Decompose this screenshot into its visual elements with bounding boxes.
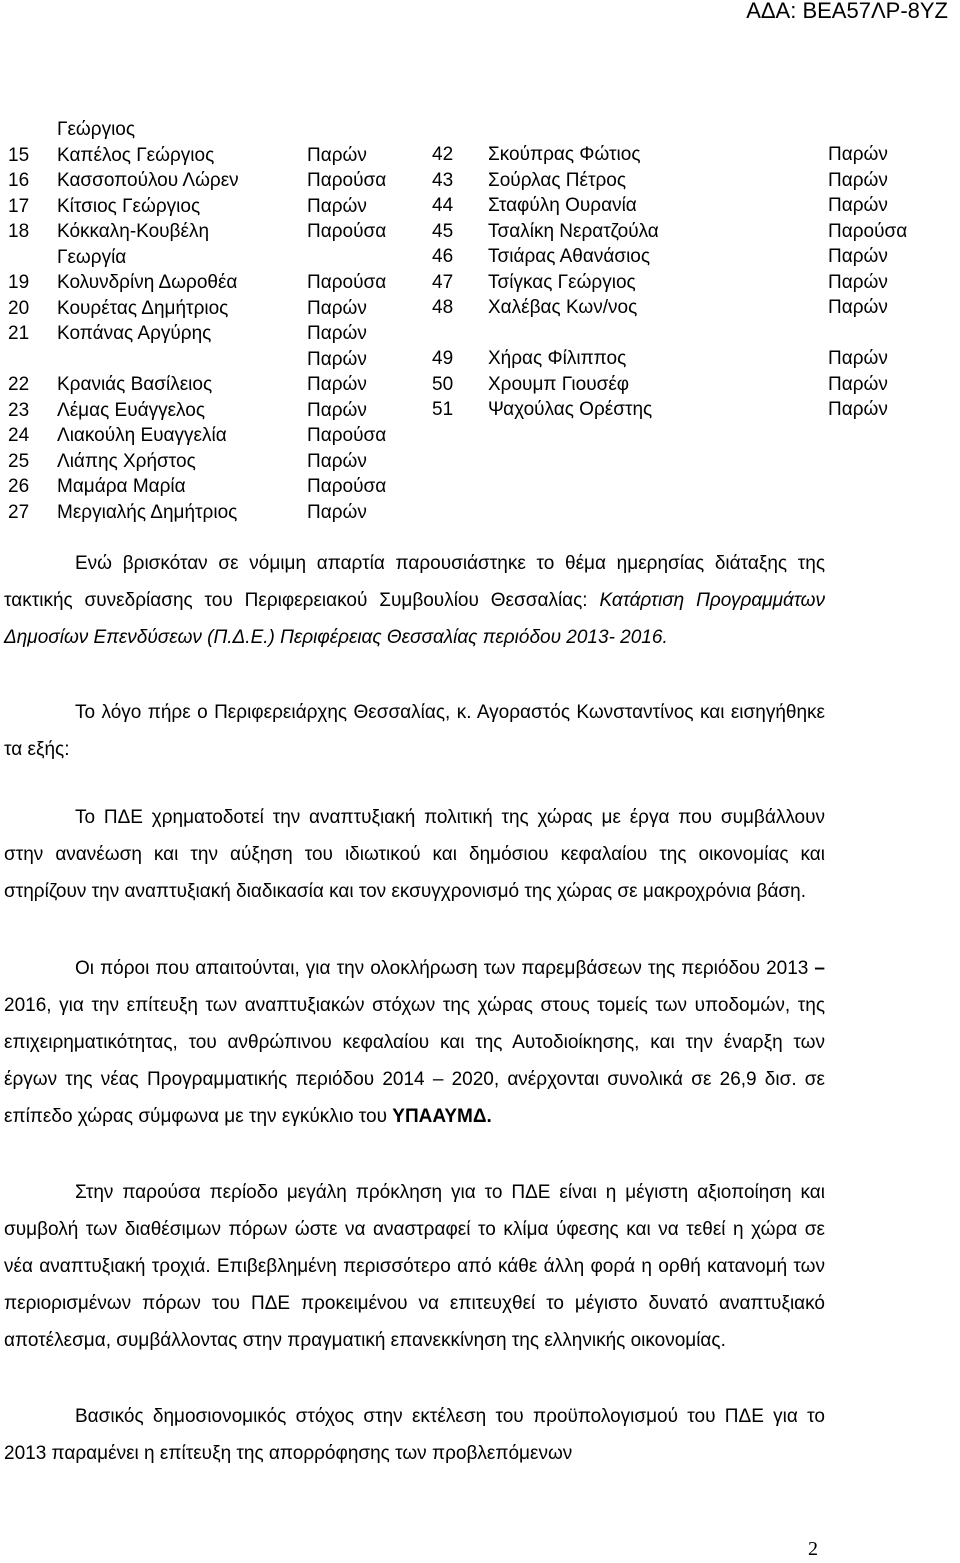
agenda-paragraph	[4, 545, 825, 656]
member-left-num: 26	[8, 476, 30, 497]
member-right-name: Τσιάρας Αθανάσιος	[488, 246, 651, 267]
pde-paragraph-3	[4, 1174, 825, 1359]
member-left-status: Παρούσα	[307, 425, 387, 446]
member-right-num: 44	[432, 195, 454, 216]
pde-text-2a: Οι πόροι που απαιτούνται, για την ολοκλήρωση των παρεμβάσεων της περιόδου 2013	[75, 958, 809, 979]
pde-text-2b: 2016, για την επίτευξη των αναπτυξιακών στόχων της χώρας στους τομείς των υποδομών, της επιχειρηματικότητας, του ανθρώπινου κεφαλαίου και της Αυτοδιοίκησης, και την έναρξη των έργων της νέας Προγραμματικής περιόδου 2014 – 2020, ανέρχονται συνολικά σε 26,9 δισ. σε επίπεδο χώρας σύμφωνα με την εγκύκλιο του	[4, 995, 825, 1127]
member-right-num: 49	[432, 348, 454, 369]
member-right-status: Παρών	[828, 297, 888, 318]
member-left-name: Κρανιάς Βασίλειος	[57, 374, 213, 395]
member-left-status: Παρών	[307, 348, 367, 370]
pde-text-3: Στην παρούσα περίοδο μεγάλη πρόκληση για το ΠΔΕ είναι η μέγιστη αξιοποίηση και συμβολή των διαθέσιμων πόρων ώστε να αναστραφεί το κλίμα ύφεσης και να τεθεί η χώρα σε νέα αναπτυξιακή τροχιά. Επιβεβλημένη περισσότερο από κάθε άλλη φορά η ορθή κατανομή των περιορισμένων πόρων του ΠΔΕ προκειμένου να επιτευχθεί το μέγιστο δυνατό αναπτυξιακό αποτέλεσμα, συμβάλλοντας στην πραγματική επανεκκίνηση της ελληνικής οικονομίας.	[4, 1182, 825, 1351]
member-right-name: Τσαλίκη Νερατζούλα	[488, 220, 659, 242]
member-left-status: Παρών	[307, 144, 367, 166]
member-left-status: Παρούσα	[307, 170, 387, 191]
member-left-name: Μεργιαλής Δημήτριος	[57, 501, 238, 523]
member-right-status: Παρούσα	[828, 220, 908, 242]
member-left-name: Καπέλος Γεώργιος	[57, 144, 215, 166]
member-left-name: Κουρέτας Δημήτριος	[57, 297, 229, 319]
member-left-status: Παρών	[307, 297, 367, 319]
member-left-name: Μαμάρα Μαρία	[57, 476, 186, 497]
member-right-status: Παρών	[828, 246, 888, 267]
member-right-name: Ψαχούλας Ορέστης	[488, 399, 653, 420]
member-left-num: 27	[8, 501, 30, 523]
member-left-name: Κασσοπούλου Λώρεν	[57, 170, 239, 191]
member-left-name: Γεώργιος	[57, 119, 136, 140]
ada-code: ΑΔΑ: ΒΕΑ57ΛΡ-8ΥΖ	[746, 0, 948, 23]
member-left-status: Παρούσα	[307, 272, 387, 293]
speaker-text: Το λόγο πήρε ο Περιφερειάρχης Θεσσαλίας, κ. Αγοραστός Κωνσταντίνος και εισηγήθηκε τα εξής:	[4, 702, 825, 760]
member-right-num: 45	[432, 220, 454, 242]
member-right-name: Χαλέβας Κων/νος	[488, 297, 638, 318]
page-number: 2	[808, 1538, 818, 1560]
agenda-title: Κατάρτιση Προγραμμάτων Δημοσίων Επενδύσεων (Π.Δ.Ε.) Περιφέρειας Θεσσαλίας περιόδου 2013- 2016.	[4, 590, 825, 648]
member-left-name: Κόκκαλη-Κουβέλη	[57, 221, 210, 242]
member-right-status: Παρών	[828, 271, 888, 293]
member-left-status: Παρών	[307, 374, 367, 395]
member-right-name: Τσίγκας Γεώργιος	[488, 271, 636, 293]
member-left-num: 19	[8, 272, 30, 293]
pde-paragraph-1	[4, 799, 825, 910]
member-left-name: Λιακούλη Ευαγγελία	[57, 425, 227, 446]
member-left-num: 25	[8, 450, 30, 472]
pde-paragraph-2	[4, 950, 825, 1135]
member-left-num: 18	[8, 221, 30, 242]
member-left-status: Παρών	[307, 501, 367, 523]
member-left-name: Λιάπης Χρήστος	[57, 450, 196, 472]
member-right-num: 51	[432, 399, 454, 420]
member-right-status: Παρών	[828, 169, 888, 191]
member-right-num: 43	[432, 169, 454, 191]
member-left-num: 22	[8, 374, 30, 395]
member-right-name: Χήρας Φίλιππος	[488, 348, 627, 369]
member-right-num: 50	[432, 373, 454, 395]
member-right-status: Παρών	[828, 144, 888, 165]
pde-text-1: Το ΠΔΕ χρηματοδοτεί την αναπτυξιακή πολιτική της χώρας με έργα που συμβάλλουν στην ανανέωση και την αύξηση του ιδιωτικού και δημόσιου κεφαλαίου της οικονομίας και στηρίζουν την αναπτυξιακή διαδικασία και τον εκσυγχρονισμό της χώρας σε μακροχρόνια βάση.	[4, 807, 825, 902]
member-right-status: Παρών	[828, 348, 888, 369]
member-left-name: Κίτσιος Γεώργιος	[57, 195, 201, 217]
member-right-status: Παρών	[828, 195, 888, 216]
member-right-name: Σούρλας Πέτρος	[488, 169, 627, 191]
member-left-status: Παρούσα	[307, 221, 387, 242]
member-right-name: Χρουμπ Γιουσέφ	[488, 373, 630, 395]
member-left-name: Γεωργία	[57, 246, 127, 268]
member-right-name: Σταφύλη Ουρανία	[488, 195, 637, 216]
member-right-status: Παρών	[828, 399, 888, 420]
member-left-num: 20	[8, 297, 30, 319]
period-dash: –	[814, 958, 825, 979]
member-right-num: 42	[432, 144, 454, 165]
member-left-status: Παρών	[307, 399, 367, 421]
member-left-status: Παρούσα	[307, 476, 387, 497]
agenda-intro: Ενώ βρισκόταν σε νόμιμη απαρτία παρουσιάστηκε το θέμα ημερησίας διάταξης της τακτικής συνεδρίασης του Περιφερειακού Συμβουλίου Θεσσαλίας:	[4, 553, 825, 611]
member-left-num: 24	[8, 425, 30, 446]
member-left-status: Παρών	[307, 195, 367, 217]
member-left-num: 21	[8, 323, 30, 344]
member-left-status: Παρών	[307, 450, 367, 472]
ministry-acronym: ΥΠΑΑΥΜΔ.	[392, 1106, 492, 1127]
member-right-num: 47	[432, 271, 454, 293]
pde-text-4: Βασικός δημοσιονομικός στόχος στην εκτέλεση του προϋπολογισμού του ΠΔΕ για το 2013 παραμένει η επίτευξη της απορρόφησης των προβλεπόμενων	[4, 1406, 825, 1464]
member-left-num: 23	[8, 399, 30, 421]
pde-paragraph-4	[4, 1398, 825, 1472]
member-left-status: Παρών	[307, 323, 367, 344]
speaker-paragraph	[4, 694, 825, 768]
member-left-name: Λέμας Ευάγγελος	[57, 399, 205, 421]
member-right-num: 46	[432, 246, 454, 267]
member-left-name: Κοπάνας Αργύρης	[57, 323, 212, 344]
member-left-num: 15	[8, 144, 30, 166]
member-left-num: 16	[8, 170, 30, 191]
member-right-num: 48	[432, 297, 454, 318]
member-left-name: Κολυνδρίνη Δωροθέα	[57, 272, 238, 293]
member-right-status: Παρών	[828, 373, 888, 395]
member-right-name: Σκούπρας Φώτιος	[488, 144, 641, 165]
member-left-num: 17	[8, 195, 30, 217]
